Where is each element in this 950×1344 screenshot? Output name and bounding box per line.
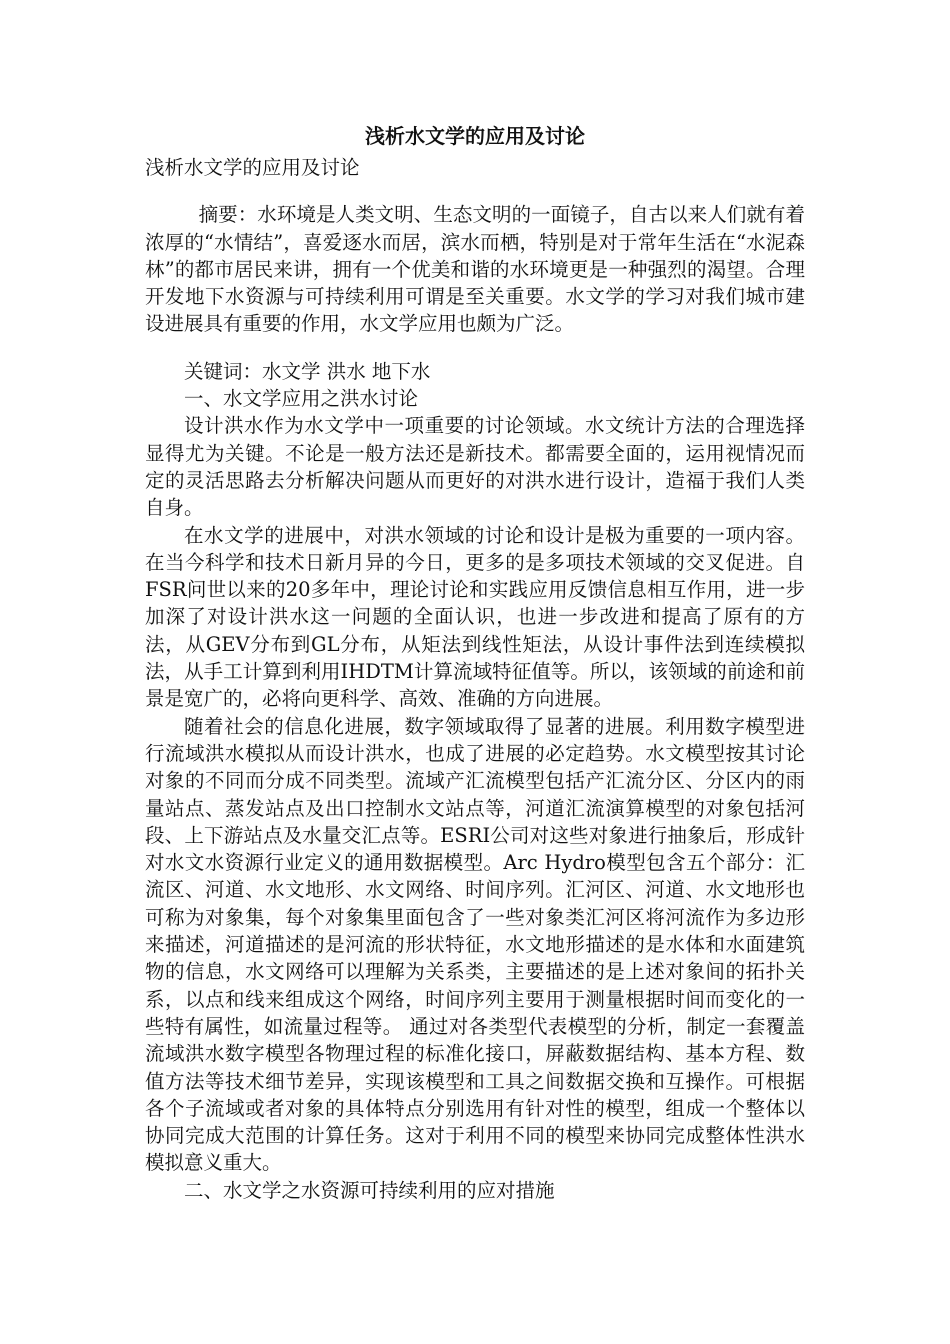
body-paragraph: 在水文学的进展中，对洪水领域的讨论和设计是极为重要的一项内容。在当今科学和技术日新月异的今日，更多的是多项技术领域的交叉促进。自FSR问世以来的20多年中，理论讨论和实践应用反馈信息相互作用，进一步加深了对设计洪水这一问题的全面认识，也进一步改进和提高了原有的方法，从GEV分布到GL分布，从矩法到线性矩法，从设计事件法到连续模拟法，从手工计算到利用IHDTM计算流域特征值等。所以，该领域的前途和前景是宽广的，必将向更科学、高效、准确的方向进展。 [145, 523, 805, 711]
section-heading-flood: 一、水文学应用之洪水讨论 [184, 387, 419, 411]
document-title: 浅析水文学的应用及讨论 [365, 124, 585, 148]
spacer [145, 181, 805, 201]
document-page [145, 118, 805, 1204]
keywords-line: 关键词：水文学 洪水 地下水 [184, 359, 431, 383]
body-paragraph: 设计洪水作为水文学中一项重要的讨论领域。水文统计方法的合理选择显得尤为关键。不论是一般方法还是新技术。都需要全面的，运用视情况而定的灵活思路去分析解决问题从而更好的对洪水进行设计，造福于我们人类自身。 [145, 414, 805, 520]
document-subtitle: 浅析水文学的应用及讨论 [145, 156, 360, 179]
abstract-paragraph: 摘要：水环境是人类文明、生态文明的一面镜子，自古以来人们就有着浓厚的“水情结”，喜爱逐水而居，滨水而栖，特别是对于常年生活在“水泥森林”的都市居民来讲，拥有一个优美和谐的水环境更是一种强烈的渴望。合理开发地下水资源与可持续利用可谓是至关重要。水文学的学习对我们城市建设进展具有重要的作用，水文学应用也颇为广泛。 [145, 203, 805, 336]
section-heading-water-resources: 二、水文学之水资源可持续利用的应对措施 [184, 1178, 555, 1202]
spacer [145, 338, 805, 358]
body-paragraph: 随着社会的信息化进展，数字领域取得了显著的进展。利用数字模型进行流域洪水模拟从而设计洪水，也成了进展的必定趋势。水文模型按其讨论对象的不同而分成不同类型。流域产汇流模型包括产汇流分区、分区内的雨量站点、蒸发站点及出口控制水文站点等，河道汇流演算模型的对象包括河段、上下游站点及水量交汇点等。ESRI公司对这些对象进行抽象后，形成针对水文水资源行业定义的通用数据模型。Arc Hydro模型包含五个部分：汇流区、河道、水文地形、水文网络、时间序列。汇河区、河道、水文地形也可称为对象集，每个对象集里面包含了一些对象类汇河区将河流作为多边形来描述，河道描述的是河流的形状特征，水文地形描述的是水体和水面建筑物的信息，水文网络可以理解为关系类，主要描述的是上述对象间的拓扑关系，以点和线来组成这个网络，时间序列主要用于测量根据时间而变化的一些特有属性，如流量过程等。 通过对各类型代表模型的分析，制定一套覆盖流域洪水数字模型各物理过程的标准化接口，屏蔽数据结构、基本方程、数值方法等技术细节差异，实现该模型和工具之间数据交换和互操作。可根据各个子流域或者对象的具体特点分别选用有针对性的模型，组成一个整体以协同完成大范围的计算任务。这对于利用不同的模型来协同完成整体性洪水模拟意义重大。 [145, 714, 805, 1175]
